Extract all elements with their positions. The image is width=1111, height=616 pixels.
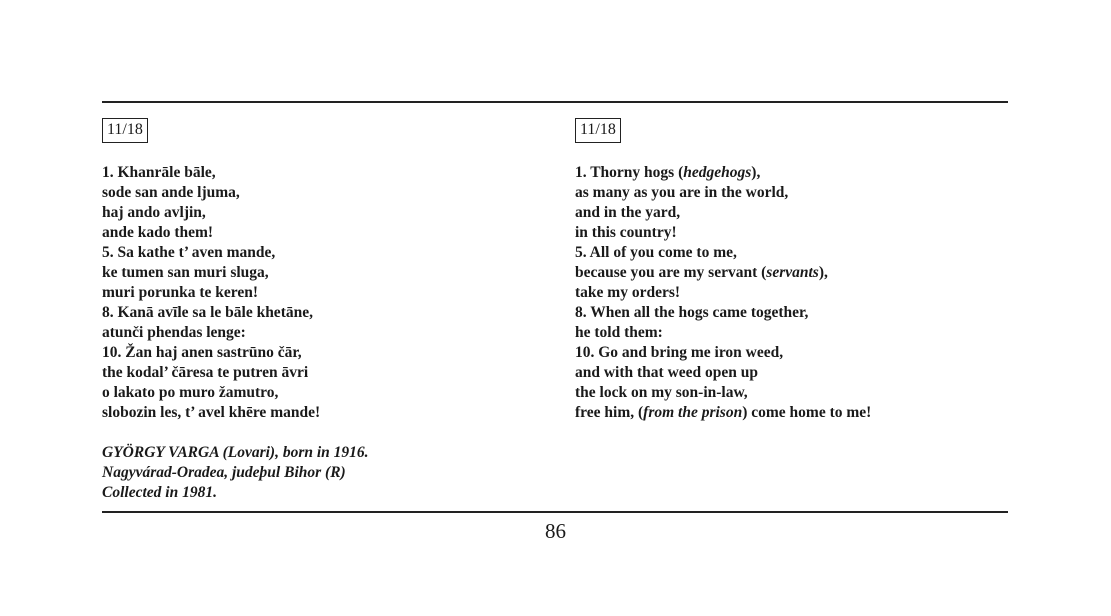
verse-line: and with that weed open up <box>575 364 759 381</box>
page-number: 86 <box>545 519 566 543</box>
verse-line: haj ando avljin, <box>102 204 206 221</box>
bottom-rule <box>102 511 1008 513</box>
verse-line: free him, (from the prison) come home to me! <box>575 404 872 421</box>
verse-line: 8. Kanā avīle sa le bāle khetāne, <box>102 304 313 321</box>
song-id-box: 11/18 <box>102 118 148 143</box>
verse-line: muri porunka te keren! <box>102 284 259 301</box>
verse-line: 10. Žan haj anen sastrūno čār, <box>102 344 302 361</box>
verse-line: atunči phendas lenge: <box>102 324 246 341</box>
verse-line: 1. Thorny hogs (hedgehogs), <box>575 164 761 181</box>
verse-line: as many as you are in the world, <box>575 184 789 201</box>
credit-location: Nagyvárad-Oradea, judeþul Bihor (R) <box>102 464 346 481</box>
verse-line: 8. When all the hogs came together, <box>575 304 809 321</box>
verse-line: ande kado them! <box>102 224 214 241</box>
verse-line: take my orders! <box>575 284 681 301</box>
top-rule <box>102 101 1008 103</box>
song-id-box: 11/18 <box>575 118 621 143</box>
verse-line: the lock on my son-in-law, <box>575 384 748 401</box>
credit-singer: GYÖRGY VARGA (Lovari), born in 1916. <box>102 444 369 461</box>
verse-line: 5. All of you come to me, <box>575 244 737 261</box>
verse-line: and in the yard, <box>575 204 681 221</box>
verse-line: 10. Go and bring me iron weed, <box>575 344 784 361</box>
credit-collected: Collected in 1981. <box>102 484 217 501</box>
verse-line: sode san ande ljuma, <box>102 184 240 201</box>
verse-line: slobozin les, t’ avel khēre mande! <box>102 404 321 421</box>
verse-line: 5. Sa kathe t’ aven mande, <box>102 244 276 261</box>
original-text-column <box>102 118 542 503</box>
verse-line: he told them: <box>575 324 663 341</box>
credits <box>102 443 542 503</box>
translated-verses <box>575 163 1005 423</box>
translation-column <box>575 118 1005 423</box>
verse-line: because you are my servant (servants), <box>575 264 828 281</box>
verse-line: 1. Khanrāle bāle, <box>102 164 216 181</box>
verse-line: in this country! <box>575 224 677 241</box>
verse-line: o lakato po muro žamutro, <box>102 384 279 401</box>
verse-line: ke tumen san muri sluga, <box>102 264 269 281</box>
verse-line: the kodal’ čāresa te putren āvri <box>102 364 309 381</box>
original-verses <box>102 163 542 423</box>
